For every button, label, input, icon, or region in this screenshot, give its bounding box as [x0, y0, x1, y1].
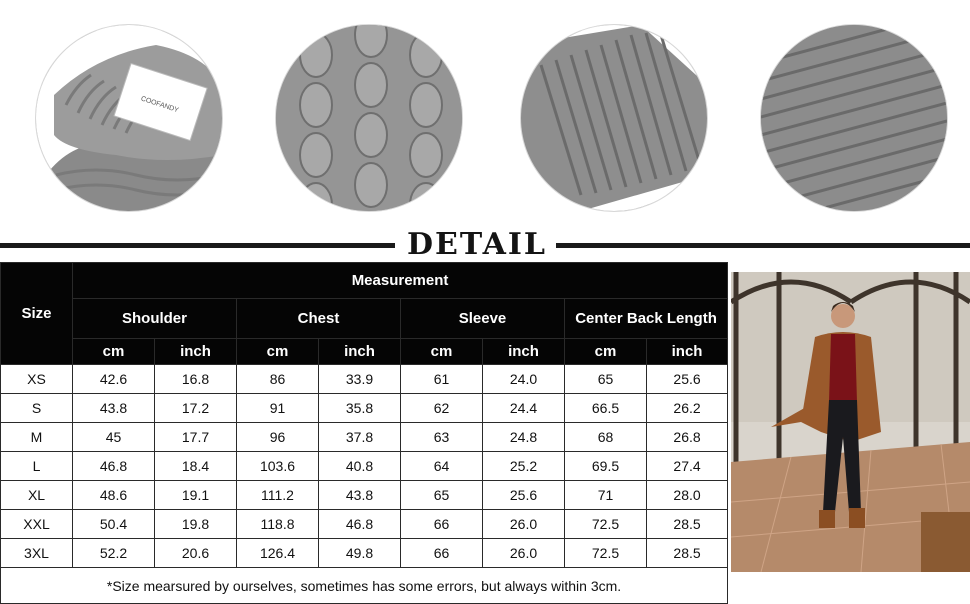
value-cell: 103.6	[237, 452, 319, 481]
unit-header: cm	[73, 339, 155, 365]
detail-title: DETAIL	[407, 227, 547, 262]
table-row	[1, 423, 728, 452]
value-cell: 24.8	[483, 423, 565, 452]
value-cell: 28.5	[647, 539, 728, 568]
value-cell: 26.8	[647, 423, 728, 452]
size-note: *Size mearsured by ourselves, sometimes has some errors, but always within 3cm.	[1, 568, 728, 604]
value-cell: 17.2	[155, 394, 237, 423]
unit-header: cm	[565, 339, 647, 365]
value-cell: 66	[401, 510, 483, 539]
value-cell: 43.8	[73, 394, 155, 423]
value-cell: 49.8	[319, 539, 401, 568]
value-cell: 19.1	[155, 481, 237, 510]
cuff-detail-image	[520, 24, 708, 212]
value-cell: 45	[73, 423, 155, 452]
value-cell: 43.8	[319, 481, 401, 510]
group-header-center-back-length: Center Back Length	[565, 299, 728, 339]
size-chart-table	[0, 262, 728, 604]
table-row	[1, 510, 728, 539]
value-cell: 86	[237, 365, 319, 394]
value-cell: 17.7	[155, 423, 237, 452]
unit-header: inch	[483, 339, 565, 365]
hem-detail-image	[760, 24, 948, 212]
value-cell: 18.4	[155, 452, 237, 481]
value-cell: 16.8	[155, 365, 237, 394]
table-row	[1, 481, 728, 510]
value-cell: 69.5	[565, 452, 647, 481]
size-column-header: Size	[1, 263, 73, 365]
value-cell: 66.5	[565, 394, 647, 423]
measurement-header: Measurement	[73, 263, 728, 299]
value-cell: 71	[565, 481, 647, 510]
value-cell: 126.4	[237, 539, 319, 568]
value-cell: 25.6	[647, 365, 728, 394]
value-cell: 40.8	[319, 452, 401, 481]
value-cell: 33.9	[319, 365, 401, 394]
value-cell: 50.4	[73, 510, 155, 539]
value-cell: 62	[401, 394, 483, 423]
value-cell: 46.8	[73, 452, 155, 481]
value-cell: 42.6	[73, 365, 155, 394]
value-cell: 61	[401, 365, 483, 394]
table-row	[1, 365, 728, 394]
cable-knit-detail-image	[275, 24, 463, 212]
size-cell: XL	[1, 481, 73, 510]
size-cell: S	[1, 394, 73, 423]
unit-header: inch	[647, 339, 728, 365]
table-row	[1, 394, 728, 423]
heading-rule-right	[556, 243, 970, 248]
value-cell: 28.0	[647, 481, 728, 510]
table-row	[1, 539, 728, 568]
value-cell: 25.6	[483, 481, 565, 510]
value-cell: 26.0	[483, 510, 565, 539]
value-cell: 111.2	[237, 481, 319, 510]
value-cell: 28.5	[647, 510, 728, 539]
value-cell: 26.0	[483, 539, 565, 568]
value-cell: 64	[401, 452, 483, 481]
value-cell: 24.0	[483, 365, 565, 394]
value-cell: 26.2	[647, 394, 728, 423]
group-header-chest: Chest	[237, 299, 401, 339]
value-cell: 65	[565, 365, 647, 394]
size-cell: XXL	[1, 510, 73, 539]
value-cell: 72.5	[565, 539, 647, 568]
value-cell: 19.8	[155, 510, 237, 539]
model-photo	[731, 272, 970, 572]
group-header-sleeve: Sleeve	[401, 299, 565, 339]
value-cell: 52.2	[73, 539, 155, 568]
unit-header: inch	[155, 339, 237, 365]
value-cell: 118.8	[237, 510, 319, 539]
value-cell: 27.4	[647, 452, 728, 481]
value-cell: 91	[237, 394, 319, 423]
group-header-shoulder: Shoulder	[73, 299, 237, 339]
size-cell: M	[1, 423, 73, 452]
value-cell: 66	[401, 539, 483, 568]
value-cell: 68	[565, 423, 647, 452]
unit-header: inch	[319, 339, 401, 365]
value-cell: 72.5	[565, 510, 647, 539]
value-cell: 63	[401, 423, 483, 452]
value-cell: 20.6	[155, 539, 237, 568]
size-cell: L	[1, 452, 73, 481]
size-cell: 3XL	[1, 539, 73, 568]
unit-header: cm	[401, 339, 483, 365]
value-cell: 65	[401, 481, 483, 510]
size-cell: XS	[1, 365, 73, 394]
table-row	[1, 452, 728, 481]
value-cell: 96	[237, 423, 319, 452]
tag-label: COOFANDY	[139, 95, 180, 115]
collar-detail-image	[35, 24, 223, 212]
unit-header: cm	[237, 339, 319, 365]
value-cell: 24.4	[483, 394, 565, 423]
value-cell: 25.2	[483, 452, 565, 481]
value-cell: 37.8	[319, 423, 401, 452]
value-cell: 35.8	[319, 394, 401, 423]
value-cell: 46.8	[319, 510, 401, 539]
value-cell: 48.6	[73, 481, 155, 510]
heading-rule-left	[0, 243, 395, 248]
detail-heading-band	[0, 228, 970, 262]
